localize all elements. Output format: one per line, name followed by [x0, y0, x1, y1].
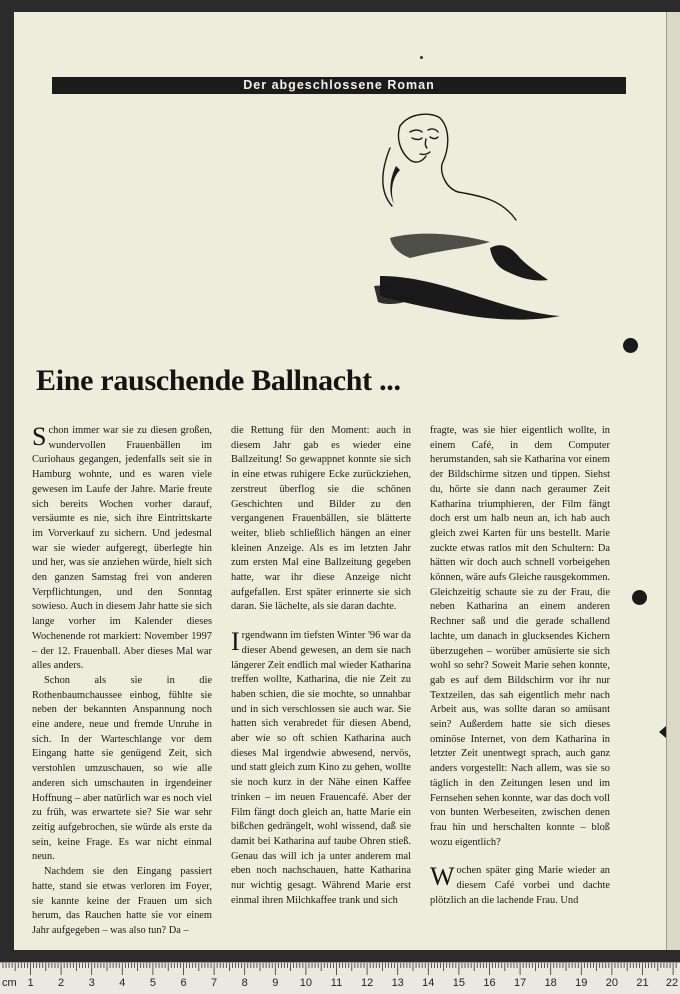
paragraph	[430, 864, 610, 908]
ruler-number: 12	[360, 977, 374, 989]
mouth	[420, 152, 430, 154]
section-label: Der abgeschlossene Roman	[243, 78, 435, 92]
ruler-number: 1	[27, 977, 34, 989]
eye-right	[430, 137, 438, 139]
ruler-number: 13	[391, 977, 404, 989]
ruler-number: 10	[299, 977, 313, 989]
woman-sketch-illustration	[370, 108, 570, 338]
section-header-bar	[52, 77, 626, 94]
ruler-number: 22	[665, 977, 679, 989]
dress-band	[390, 234, 490, 258]
paragraph-text: ochen später ging Marie wieder an diesem Café vorbei und dachte plötzlich an die lachende Frau. Und	[430, 865, 610, 906]
ruler-number: 2	[58, 977, 65, 989]
eye-left	[412, 138, 422, 140]
ruler-unit-label: cm	[2, 977, 17, 989]
left-brow	[410, 130, 422, 132]
paragraph	[32, 424, 212, 674]
ruler-number: 15	[452, 977, 466, 989]
ruler-number: 5	[149, 977, 156, 989]
ruler-number: 9	[272, 977, 279, 989]
ruler-number: 7	[211, 977, 218, 989]
paragraph: Nachdem sie den Eingang passiert hatte, stand sie etwas verloren im Foyer, sie kannte keine der Frauen um sich herum, das Rauchen hatte sie vor einem Jahr aufgegeben – was also tun? Da –	[32, 866, 212, 936]
right-brow	[428, 129, 438, 132]
paragraph	[231, 629, 411, 908]
article-title: Eine rauschende Ballnacht ...	[36, 364, 401, 397]
ruler-number: 4	[119, 977, 126, 989]
drop-cap: S	[32, 422, 47, 451]
drop-cap: I	[231, 627, 240, 657]
shoulder	[458, 192, 516, 220]
ruler-number: 20	[605, 977, 619, 989]
paragraph-text: rgendwann im tiefsten Winter '96 war da dieser Abend gewesen, an dem sie nach längerer Zeit endlich mal wieder Katharina treffen wollte, Katharina, die nie Zeit zu haben schien, die sie mochte, so unnahbar und in sich verschlossen sie auch war. Sie hatten sich verabredet für diesen Abend, aber wie so oft schien Katharina auch dieses Mal irgendwie abwesend, nervös, und statt gleich zum Kino zu gehen, wollte sie noch kurz in der Nähe einen Kaffee trinken – im neuen Frauencafé. Aber der Film fängt doch gleich an, hatte Marie ein bißchen gedrängelt, wohl wissend, daß sie damit bei Katharina auf taube Ohren stieß. Genau das will ich ja unter anderem mal eben noch nachschauen, hatte Katharina nur wichtig gesagt. Während Marie erst einmal ihren Milchkaffee trank und sich	[231, 630, 411, 906]
ruler-number: 19	[575, 977, 588, 989]
measurement-ruler	[0, 962, 680, 994]
hair-line	[400, 114, 440, 126]
shoulder-left	[383, 148, 392, 206]
paragraph: die Rettung für den Moment: auch in diesem Jahr gab es wieder eine Ballzeitung! So gewappnet konnte sie sich in eine etwas ruhigere Ecke zurückziehen, zerstreut überflog sie die schönen Geschichten und Bilder zu den vergangenen Frauenbällen, sie blätterte weiter, blieb schließlich hängen an einer kleinen Anzeige. Als es im letzten Jahr zum ersten Mal eine Ballzeitung gegeben hatte, war ihr diese Anzeige nicht aufgefallen. Erst später erinnerte sie sich daran. Sie lächelte, als sie daran dachte.	[231, 425, 411, 613]
paper-speck	[420, 56, 423, 59]
next-page-edge	[666, 12, 680, 950]
text-column-2	[231, 424, 411, 909]
ruler-number: 21	[636, 977, 649, 989]
paragraph-text: chon immer war sie zu diesen großen, wundervollen Frauenbällen im Curiohaus gegangen, jedenfalls seit sie in Hamburg wohnte, und es waren viele gewesen im Laufe der Jahre. Marie freute sich bereits Wochen vorher darauf, versäumte es nie, sich ihre Eintrittskarte im Vorverkauf zu sichern. Und jedesmal war sie wieder aufgeregt, überlegte hin und her, was sie anziehen würde, hielt sich den ganzen Samstag frei von anderen Verpflichtungen, und den Sonntag sowieso. Auch in diesem Jahr hatte sie sich lange vorher im Kalender dieses Wochenende rot markiert: November 1997 – der 12. Frauenball. Aber dieses Mal war alles anders.	[32, 425, 212, 672]
drop-cap: W	[430, 862, 455, 892]
nose	[425, 139, 427, 148]
text-column-1	[32, 424, 212, 939]
paragraph: fragte, was sie hier eigentlich wollte, in einem Café, in dem Computer herumstanden, sah sie Katharina vor einem der Bildschirme sitzen und tippen. Siehst du, hörte sie dann nach geraumer Zeit Katharina triumphieren, der Film fängt doch erst um halb neun an, ich hab auch gleich zwei Karten für uns bestellt. Marie zuckte etwas ratlos mit den Schultern: Da hätten wir doch auch schnell vorbeigehen können, wäre aufs Gleiche rausgekommen. Gleichzeitig schaute sie zu der Frau, die neben Katharina an einem anderen Rechner saß und die gerade schallend lachte, um danach in glucksendes Kichern überzugehen – worüber amüsierte sie sich wohl so sehr? Soweit Marie sehen konnte, gab es auf dem Bildschirm vor ihr nur Textzeilen, das sah eigentlich mehr nach Arbeit aus, was sollte daran so amüsant sein? Außerdem hatte sie sich dieses ominöse Internet, von dem Katharina in letzter Zeit unentwegt sprach, auch ganz anders vorgestellt: Nach allem, was sie so täglich in den Zeitungen lesen und im Fernsehen sehen konnte, war das doch voll von bunten Werbeseiten, zwischen denen frau hin und herschalten konnte – bloß wozu eigentlich?	[430, 425, 610, 848]
ruler-number: 14	[422, 977, 435, 989]
page-marker-arrow	[659, 726, 666, 738]
ruler-number: 6	[180, 977, 187, 989]
punch-hole	[623, 338, 638, 353]
jaw-neck	[440, 118, 458, 192]
hand-leaf	[490, 245, 548, 280]
ruler-number: 3	[88, 977, 95, 989]
ruler-number: 11	[330, 977, 343, 989]
ruler-number: 16	[483, 977, 496, 989]
punch-hole	[632, 590, 647, 605]
text-column-3	[430, 424, 610, 909]
paragraph: Schon als sie in die Rothenbaumchaussee einbog, fühlte sie neben der bekannten Anspannung noch eine andere, neue und fremde Unruhe in sich. In der Warteschlange vor dem Eingang hatte sie genügend Zeit, sich verstohlen umzuschauen, so wie alle anderen sich umschauten in irgendeiner Hoffnung – aber natürlich war es noch viel zu früh, was erwartete sie? Sie war sehr zeitig aufgebrochen, sie würde als erste da sein, keine Frage. Es war nicht einmal neun.	[32, 674, 212, 863]
ruler-number: 17	[513, 977, 527, 989]
ruler-number: 8	[241, 977, 248, 989]
ruler-number: 18	[544, 977, 557, 989]
collar-left	[390, 166, 400, 204]
